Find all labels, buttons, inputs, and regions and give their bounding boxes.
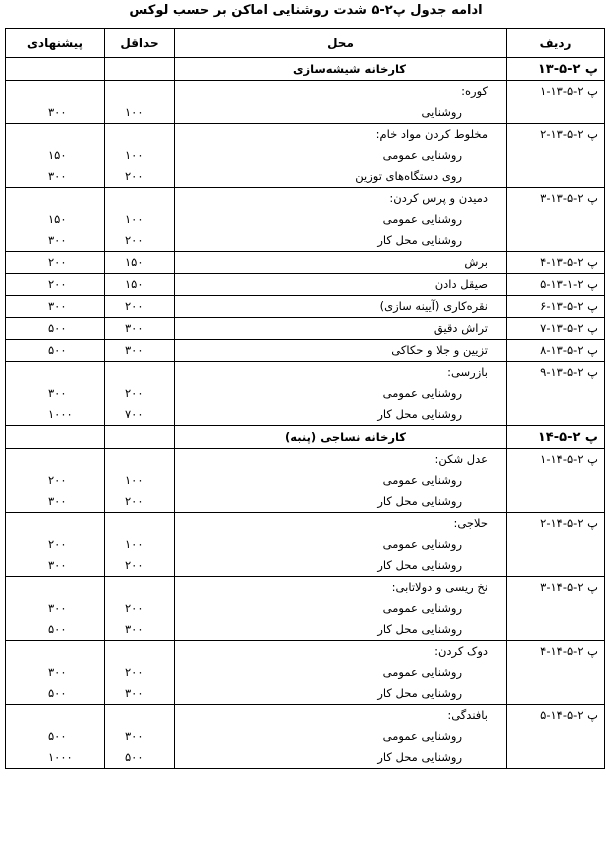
section-title: کارخانه شیشه‌سازی (175, 58, 507, 81)
row-code-text: پ ۲-۵-۱۳-۴ (540, 255, 598, 269)
rec-cell (6, 274, 105, 296)
spacer (111, 124, 168, 145)
rec-cell (6, 296, 105, 318)
min-cell (105, 81, 175, 124)
sub-item-label: روشنایی عمومی (382, 601, 462, 615)
sub-item (181, 683, 500, 704)
min-cell (105, 577, 175, 641)
min-cell (105, 274, 175, 296)
sub-item (181, 619, 500, 640)
place-cell (175, 340, 507, 362)
sub-item (181, 555, 500, 576)
spacer (12, 188, 98, 209)
rec-value: ۳۰۰ (48, 105, 67, 119)
sub-item-label: روشنایی محل کار (377, 750, 462, 764)
table-row (6, 705, 605, 769)
row-code (507, 318, 605, 340)
place-cell (175, 296, 507, 318)
table-row (6, 513, 605, 577)
rec-value: ۳۰۰ (48, 233, 67, 247)
min-value: ۲۰۰ (125, 386, 144, 400)
place-cell (175, 705, 507, 769)
row-code (507, 705, 605, 769)
place-name: نقره‌کاری (آیینه سازی) (379, 299, 488, 313)
row-code-text: پ ۲-۵-۱۴-۱ (540, 452, 598, 466)
sub-item (181, 662, 500, 683)
rec-cell (6, 449, 105, 513)
min-cell (105, 188, 175, 252)
sub-item (181, 491, 500, 512)
min-value: ۲۰۰ (125, 665, 144, 679)
min-value: ۳۰۰ (125, 622, 144, 636)
row-code-text: پ ۲-۵-۱۴-۲ (540, 516, 598, 530)
place-name: دوک کردن: (434, 644, 488, 658)
spacer (12, 362, 98, 383)
sub-item-label: روی دستگاه‌های توزین (355, 169, 462, 183)
rec-cell (6, 81, 105, 124)
place-cell (175, 513, 507, 577)
spacer (12, 124, 98, 145)
table-row (6, 296, 605, 318)
rec-value: ۳۰۰ (48, 299, 67, 313)
spacer (111, 362, 168, 383)
sub-item (181, 726, 500, 747)
sub-item-label: روشنایی محل کار (377, 686, 462, 700)
header-recommended: پیشنهادی (6, 29, 105, 58)
rec-cell (6, 188, 105, 252)
min-value: ۲۰۰ (125, 494, 144, 508)
sub-item (181, 383, 500, 404)
table-row (6, 81, 605, 124)
sub-item-label: روشنایی محل کار (377, 407, 462, 421)
header-row (6, 29, 605, 58)
spacer (111, 641, 168, 662)
page-title: ادامه جدول پ۲-۵ شدت روشنایی اماکن بر حسب لوکس (129, 3, 483, 18)
place-name: تراش دقیق (433, 321, 488, 335)
row-code (507, 188, 605, 252)
rec-cell (6, 577, 105, 641)
spacer (111, 449, 168, 470)
sub-item (181, 534, 500, 555)
row-code (507, 641, 605, 705)
spacer (12, 513, 98, 534)
min-value: ۲۰۰ (125, 601, 144, 615)
place-name: دمیدن و پرس کردن: (389, 191, 488, 205)
min-cell (105, 362, 175, 426)
min-value: ۱۰۰ (125, 212, 144, 226)
rec-cell (6, 513, 105, 577)
place-name: تزیین و جلا و حکاکی (391, 343, 488, 357)
place-cell (175, 449, 507, 513)
row-code (507, 252, 605, 274)
section-rec-empty (6, 58, 105, 81)
spacer (111, 705, 168, 726)
sub-item-label: روشنایی محل کار (377, 233, 462, 247)
place-name: کوره: (461, 84, 488, 98)
min-value: ۳۰۰ (125, 686, 144, 700)
sub-item-label: روشنایی (421, 105, 462, 119)
table-row (6, 318, 605, 340)
sub-item (181, 102, 500, 123)
rec-value: ۲۰۰ (48, 537, 67, 551)
place-cell (175, 577, 507, 641)
table-row (6, 449, 605, 513)
table-body (6, 58, 605, 769)
rec-value: ۳۰۰ (48, 494, 67, 508)
place-cell (175, 362, 507, 426)
place-name: صیقل دادن (434, 277, 488, 291)
sub-item (181, 145, 500, 166)
row-code-text: پ ۲-۵-۱۴-۴ (540, 644, 598, 658)
row-code-text: پ ۲-۵-۱۴-۳ (540, 580, 598, 594)
sub-item-label: روشنایی محل کار (377, 622, 462, 636)
spacer (111, 188, 168, 209)
rec-value: ۳۰۰ (48, 386, 67, 400)
row-code (507, 124, 605, 188)
rec-cell (6, 705, 105, 769)
rec-value: ۵۰۰ (48, 729, 67, 743)
place-cell (175, 188, 507, 252)
min-cell (105, 340, 175, 362)
rec-value: ۱۰۰۰ (48, 407, 73, 421)
min-value: ۳۰۰ (125, 729, 144, 743)
row-code-text: پ ۲-۵-۱۳-۳ (540, 191, 598, 205)
table-row (6, 641, 605, 705)
sub-item (181, 747, 500, 768)
table-row (6, 124, 605, 188)
min-value: ۲۰۰ (125, 233, 144, 247)
rec-value: ۳۰۰ (48, 665, 67, 679)
min-cell (105, 296, 175, 318)
min-value: ۱۰۰ (125, 537, 144, 551)
table-row (6, 340, 605, 362)
section-code: پ ۲-۵-۱۳ (507, 58, 605, 81)
row-code-text: پ ۲-۵-۱۳-۹ (540, 365, 598, 379)
rec-value: ۲۰۰ (48, 255, 67, 269)
place-cell (175, 318, 507, 340)
table-row (6, 577, 605, 641)
place-name: نخ ریسی و دولاتابی: (391, 580, 488, 594)
sub-item-label: روشنایی عمومی (382, 148, 462, 162)
sub-item (181, 166, 500, 187)
rec-cell (6, 340, 105, 362)
rec-value: ۵۰۰ (48, 343, 67, 357)
section-min-empty (105, 426, 175, 449)
spacer (111, 577, 168, 598)
rec-cell (6, 318, 105, 340)
section-min-empty (105, 58, 175, 81)
row-code (507, 577, 605, 641)
min-cell (105, 641, 175, 705)
lux-table (5, 28, 605, 769)
place-name: برش (464, 255, 488, 269)
sub-item-label: روشنایی عمومی (382, 729, 462, 743)
rec-value: ۲۰۰ (48, 277, 67, 291)
min-value: ۲۰۰ (125, 558, 144, 572)
table-row (6, 252, 605, 274)
min-value: ۱۵۰ (125, 277, 144, 291)
header-place: محل (175, 29, 507, 58)
place-name: عدل شکن: (434, 452, 488, 466)
min-cell (105, 513, 175, 577)
min-value: ۵۰۰ (125, 750, 144, 764)
place-cell (175, 274, 507, 296)
spacer (111, 513, 168, 534)
rec-value: ۵۰۰ (48, 321, 67, 335)
rec-value: ۵۰۰ (48, 622, 67, 636)
section-row (6, 58, 605, 81)
sub-item (181, 404, 500, 425)
section-rec-empty (6, 426, 105, 449)
row-code (507, 296, 605, 318)
row-code-text: پ ۲-۵-۱۳-۱ (540, 84, 598, 98)
min-value: ۱۰۰ (125, 473, 144, 487)
row-code (507, 449, 605, 513)
sub-item-label: روشنایی عمومی (382, 665, 462, 679)
min-cell (105, 318, 175, 340)
min-value: ۳۰۰ (125, 343, 144, 357)
sub-item-label: روشنایی عمومی (382, 473, 462, 487)
min-cell (105, 449, 175, 513)
row-code-text: پ ۲-۱-۱۳-۵ (540, 277, 598, 291)
rec-value: ۳۰۰ (48, 169, 67, 183)
row-code-text: پ ۲-۵-۱۳-۲ (540, 127, 598, 141)
min-value: ۳۰۰ (125, 321, 144, 335)
rec-value: ۱۰۰۰ (48, 750, 73, 764)
place-name: بافندگی: (447, 708, 488, 722)
sub-item-label: روشنایی عمومی (382, 537, 462, 551)
table-row (6, 274, 605, 296)
min-value: ۷۰۰ (125, 407, 144, 421)
min-value: ۱۰۰ (125, 105, 144, 119)
min-value: ۱۰۰ (125, 148, 144, 162)
table-row (6, 362, 605, 426)
header-min: حداقل (105, 29, 175, 58)
min-cell (105, 124, 175, 188)
min-cell (105, 252, 175, 274)
row-code (507, 340, 605, 362)
rec-value: ۱۵۰ (48, 212, 67, 226)
spacer (12, 705, 98, 726)
sub-item-label: روشنایی عمومی (382, 212, 462, 226)
place-cell (175, 124, 507, 188)
place-name: مخلوط کردن مواد خام: (375, 127, 488, 141)
row-code (507, 513, 605, 577)
spacer (12, 81, 98, 102)
rec-cell (6, 252, 105, 274)
row-code-text: پ ۲-۵-۱۳-۶ (540, 299, 598, 313)
rec-value: ۳۰۰ (48, 601, 67, 615)
row-code-text: پ ۲-۵-۱۳-۷ (540, 321, 598, 335)
sub-item (181, 470, 500, 491)
row-code-text: پ ۲-۵-۱۳-۸ (540, 343, 598, 357)
min-cell (105, 705, 175, 769)
min-value: ۲۰۰ (125, 169, 144, 183)
section-row (6, 426, 605, 449)
place-cell (175, 252, 507, 274)
spacer (111, 81, 168, 102)
header-row-number: ردیف (507, 29, 605, 58)
min-value: ۲۰۰ (125, 299, 144, 313)
row-code-text: پ ۲-۵-۱۴-۵ (540, 708, 598, 722)
sub-item (181, 209, 500, 230)
spacer (12, 577, 98, 598)
rec-cell (6, 641, 105, 705)
rec-value: ۲۰۰ (48, 473, 67, 487)
sub-item-label: روشنایی عمومی (382, 386, 462, 400)
rec-value: ۵۰۰ (48, 686, 67, 700)
rec-value: ۱۵۰ (48, 148, 67, 162)
spacer (12, 449, 98, 470)
sub-item-label: روشنایی محل کار (377, 494, 462, 508)
section-code: پ ۲-۵-۱۴ (507, 426, 605, 449)
row-code (507, 362, 605, 426)
place-name: حلاجی: (453, 516, 488, 530)
rec-value: ۳۰۰ (48, 558, 67, 572)
section-title: کارخانه نساجی (پنبه) (175, 426, 507, 449)
table-row (6, 188, 605, 252)
sub-item (181, 598, 500, 619)
row-code (507, 81, 605, 124)
place-cell (175, 81, 507, 124)
row-code (507, 274, 605, 296)
place-cell (175, 641, 507, 705)
rec-cell (6, 362, 105, 426)
sub-item-label: روشنایی محل کار (377, 558, 462, 572)
sub-item (181, 230, 500, 251)
spacer (12, 641, 98, 662)
min-value: ۱۵۰ (125, 255, 144, 269)
rec-cell (6, 124, 105, 188)
place-name: بازرسی: (447, 365, 488, 379)
